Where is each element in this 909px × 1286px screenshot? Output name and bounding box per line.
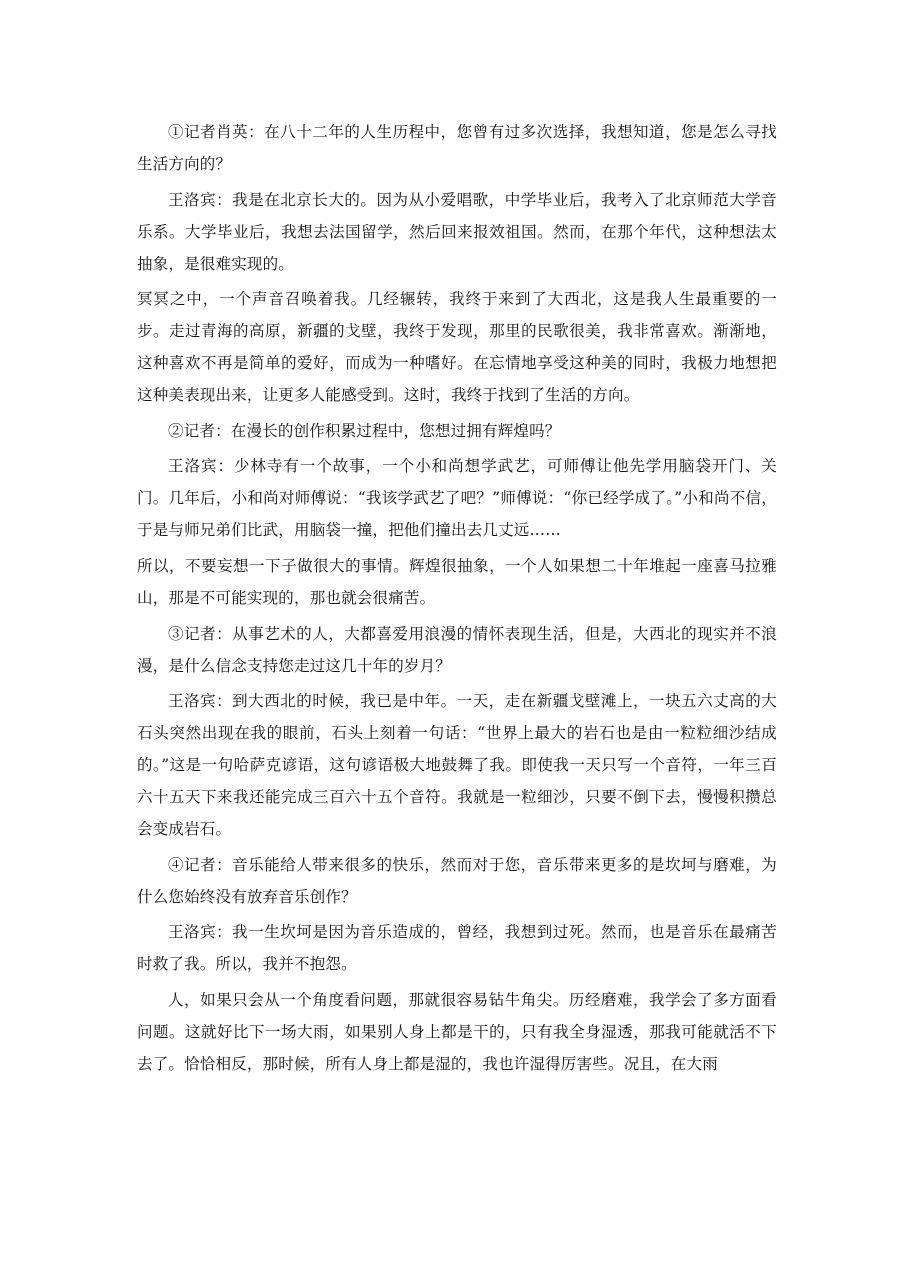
paragraph-answer-4: 王洛宾：我一生坎坷是因为音乐造成的，曾经，我想到过死。然而，也是音乐在最痛苦时救了我。所以，我并不抱怨。 <box>137 923 777 974</box>
paragraph-question-2: ②记者：在漫长的创作积累过程中，您想过拥有辉煌吗？ <box>168 421 561 440</box>
paragraph-question-3: ③记者：从事艺术的人，大都喜爱用浪漫的情怀表现生活，但是，大西北的现实并不浪漫，是什么信念支持您走过这几十年的岁月？ <box>137 624 777 675</box>
paragraph-question-4: ④记者：音乐能给人带来很多的快乐，然而对于您，音乐带来更多的是坎坷与磨难，为什么您始终没有放弃音乐创作？ <box>137 855 777 906</box>
paragraph-answer-3: 王洛宾：到大西北的时候，我已是中年。一天，走在新疆戈壁滩上，一块五六丈高的大石头突然出现在我的眼前，石头上刻着一句话：“世界上最大的岩石也是由一粒粒细沙结成的。”这是一句哈萨克谚语，这句谚语极大地鼓舞了我。即使我一天只写一个音符，一年三百六十五天下来我还能完成三百六十五个音符。我就是一粒细沙，只要不倒下去，慢慢积攒总会变成岩石。 <box>137 692 777 839</box>
paragraph-answer-2: 王洛宾：少林寺有一个故事，一个小和尚想学武艺，可师傅让他先学用脑袋开门、关门。几年后，小和尚对师傅说：“我该学武艺了吧？”师傅说：“你已经学成了。”小和尚不信，于是与师兄弟们比武，用脑袋一撞，把他们撞出去几丈远…… <box>137 457 777 540</box>
paragraph-answer-1-continued: 冥冥之中，一个声音召唤着我。几经辗转，我终于来到了大西北，这是我人生最重要的一步。走过青海的高原，新疆的戈壁，我终于发现，那里的民歌很美，我非常喜欢。渐渐地，这种喜欢不再是简单的爱好，而成为一种嗜好。在忘情地享受这种美的同时，我极力地想把这种美表现出来，让更多人能感受到。这时，我终于找到了生活的方向。 <box>137 290 777 405</box>
paragraph-answer-1: 王洛宾：我是在北京长大的。因为从小爱唱歌，中学毕业后，我考入了北京师范大学音乐系。大学毕业后，我想去法国留学，然后回来报效祖国。然而，在那个年代，这种想法太抽象，是很难实现的。 <box>137 190 777 273</box>
paragraph-answer-2-continued: 所以，不要妄想一下子做很大的事情。辉煌很抽象，一个人如果想二十年堆起一座喜马拉雅山，那是不可能实现的，那也就会很痛苦。 <box>137 556 777 607</box>
paragraph-answer-4-continued: 人，如果只会从一个角度看问题，那就很容易钻牛角尖。历经磨难，我学会了多方面看问题。这就好比下一场大雨，如果别人身上都是干的，只有我全身湿透，那我可能就活不下去了。恰恰相反，那时候，所有人身上都是湿的，我也许湿得厉害些。况且，在大雨 <box>137 990 777 1073</box>
interview-body <box>137 116 777 1080</box>
paragraph-question-1: ①记者肖英：在八十二年的人生历程中，您曾有过多次选择，我想知道，您是怎么寻找生活方向的？ <box>137 123 777 173</box>
